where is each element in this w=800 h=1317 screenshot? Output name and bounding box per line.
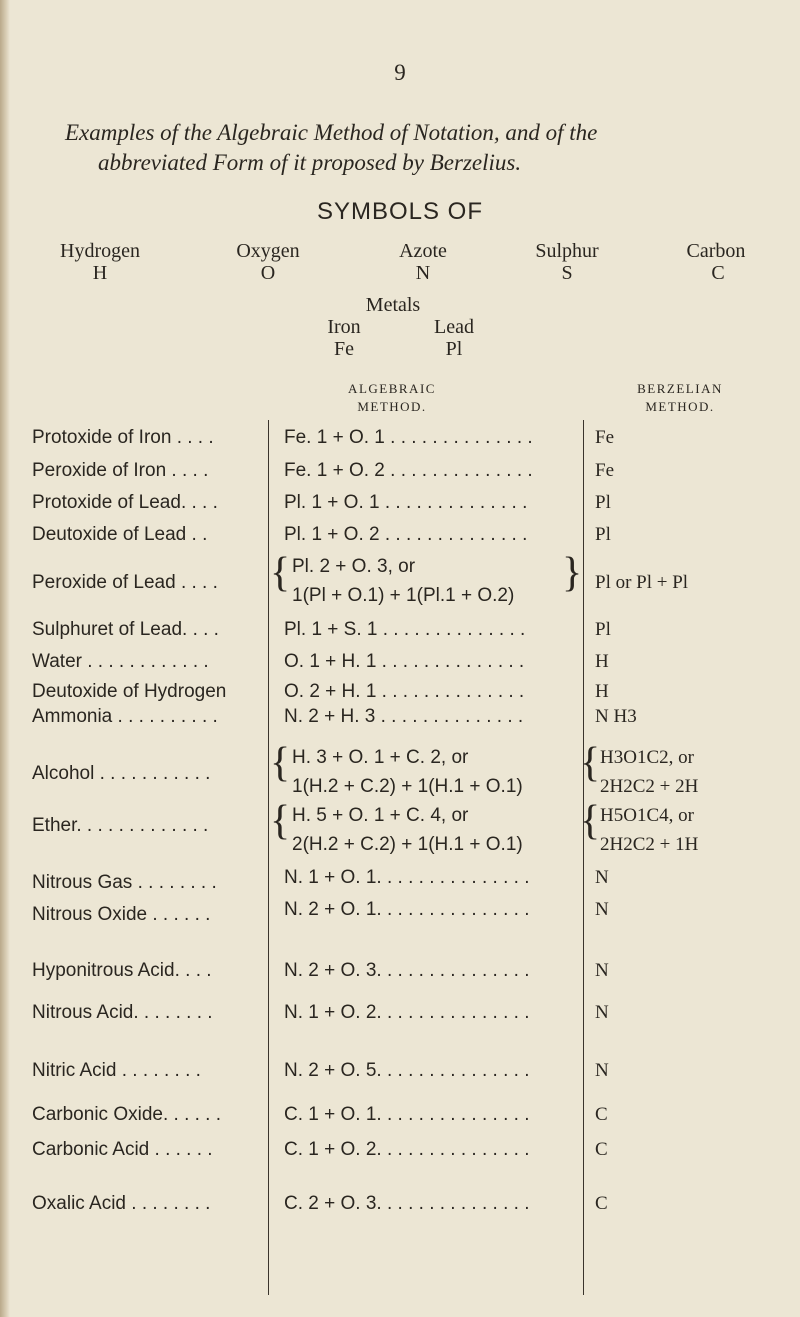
metal-symbol-fe: Fe	[334, 338, 354, 360]
element-symbol-n: N	[415, 262, 431, 284]
algebraic-formula: Pl. 1 + O. 1 . . . . . . . . . . . . . .	[284, 492, 528, 513]
right-brace: }	[562, 550, 583, 596]
compound-name: Deutoxide of Lead . .	[32, 524, 208, 545]
compound-name: Peroxide of Iron . . . .	[32, 460, 209, 481]
algebraic-formula-line1: Pl. 2 + O. 3, or	[292, 556, 416, 577]
berzelian-symbol: N	[595, 867, 609, 888]
element-name-sulphur: Sulphur	[535, 240, 599, 262]
berzelian-symbol: H	[595, 651, 609, 672]
algebraic-heading-line2: METHOD.	[357, 399, 427, 414]
element-name-azote: Azote	[399, 240, 447, 262]
berzelian-symbol: N H3	[595, 706, 637, 727]
berzelian-symbol-line2: 2H2C2 + 1H	[600, 834, 699, 855]
algebraic-formula-line2: 1(Pl + O.1) + 1(Pl.1 + O.2)	[292, 585, 515, 606]
algebraic-formula-line1: H. 3 + O. 1 + C. 2, or	[292, 747, 469, 768]
algebraic-formula: Fe. 1 + O. 1 . . . . . . . . . . . . . .	[284, 427, 533, 448]
berzelian-symbol: Pl	[595, 619, 611, 640]
berzelian-symbol: C	[595, 1193, 608, 1214]
metal-name-lead: Lead	[434, 316, 474, 338]
compound-name: Carbonic Oxide. . . . . .	[32, 1104, 222, 1125]
algebraic-formula-line2: 1(H.2 + C.2) + 1(H.1 + O.1)	[292, 776, 523, 797]
left-brace: {	[580, 798, 601, 844]
algebraic-formula: N. 1 + O. 1. . . . . . . . . . . . . . .	[284, 867, 530, 888]
berzelian-symbol: Pl	[595, 492, 611, 513]
compound-name: Oxalic Acid . . . . . . . .	[32, 1193, 211, 1214]
page-number: 9	[394, 60, 406, 85]
algebraic-formula: N. 2 + O. 1. . . . . . . . . . . . . . .	[284, 899, 530, 920]
berzelian-symbol: H	[595, 681, 609, 702]
algebraic-formula: Pl. 1 + O. 2 . . . . . . . . . . . . . .	[284, 524, 528, 545]
berzelian-symbol: Pl or Pl + Pl	[595, 572, 689, 593]
compound-name: Nitrous Acid. . . . . . . .	[32, 1002, 213, 1023]
element-symbol-s: S	[561, 262, 573, 284]
algebraic-formula: N. 1 + O. 2. . . . . . . . . . . . . . .	[284, 1002, 530, 1023]
algebraic-heading: ALGEBRAIC	[348, 381, 436, 396]
compound-name: Ether. . . . . . . . . . . . .	[32, 815, 209, 836]
algebraic-formula-line2: 2(H.2 + C.2) + 1(H.1 + O.1)	[292, 834, 523, 855]
compound-name: Ammonia . . . . . . . . . .	[32, 706, 218, 727]
algebraic-formula: N. 2 + O. 3. . . . . . . . . . . . . . .	[284, 960, 530, 981]
caption-line-2: abbreviated Form of it proposed by Berzelius.	[98, 150, 522, 175]
compound-name: Alcohol . . . . . . . . . . .	[32, 763, 211, 784]
compound-name: Protoxide of Lead. . . .	[32, 492, 218, 513]
algebraic-formula: C. 2 + O. 3. . . . . . . . . . . . . . .	[284, 1193, 530, 1214]
algebraic-formula: Fe. 1 + O. 2 . . . . . . . . . . . . . .	[284, 460, 533, 481]
compound-name: Protoxide of Iron . . . .	[32, 427, 214, 448]
element-symbol-c: C	[711, 262, 725, 284]
compound-name: Nitrous Gas . . . . . . . .	[32, 872, 217, 893]
berzelian-symbol: N	[595, 1060, 609, 1081]
caption-line-1: Examples of the Algebraic Method of Notation, and of the	[65, 120, 598, 145]
element-name-hydrogen: Hydrogen	[60, 240, 140, 262]
compound-name: Nitrous Oxide . . . . . .	[32, 904, 211, 925]
berzelian-symbol: N	[595, 960, 609, 981]
berzelian-heading-line2: METHOD.	[645, 399, 715, 414]
algebraic-formula: N. 2 + H. 3 . . . . . . . . . . . . . .	[284, 706, 524, 727]
compound-name: Water . . . . . . . . . . . .	[32, 651, 209, 672]
compound-name: Nitric Acid . . . . . . . .	[32, 1060, 201, 1081]
element-name-carbon: Carbon	[686, 240, 746, 262]
algebraic-formula-line1: H. 5 + O. 1 + C. 4, or	[292, 805, 469, 826]
berzelian-symbol: C	[595, 1139, 608, 1160]
algebraic-formula: Pl. 1 + S. 1 . . . . . . . . . . . . . .	[284, 619, 526, 640]
berzelian-symbol: Pl	[595, 524, 611, 545]
element-name-oxygen: Oxygen	[236, 240, 300, 262]
compound-name: Sulphuret of Lead. . . .	[32, 619, 219, 640]
symbols-heading: SYMBOLS OF	[316, 198, 484, 225]
metals-heading: Metals	[365, 294, 421, 316]
berzelian-symbol: Fe	[595, 460, 614, 481]
compound-name: Deutoxide of Hydrogen	[32, 681, 227, 702]
left-brace: {	[270, 798, 291, 844]
column-rule-left	[268, 420, 269, 1295]
element-symbol-o: O	[260, 262, 276, 284]
berzelian-symbol: C	[595, 1104, 608, 1125]
left-brace: {	[270, 550, 291, 596]
berzelian-symbol: N	[595, 899, 609, 920]
berzelian-heading: BERZELIAN	[637, 381, 723, 396]
compound-name: Peroxide of Lead . . . .	[32, 572, 218, 593]
berzelian-symbol: N	[595, 1002, 609, 1023]
algebraic-formula: O. 2 + H. 1 . . . . . . . . . . . . . .	[284, 681, 525, 702]
compound-name: Hyponitrous Acid. . . .	[32, 960, 212, 981]
left-brace: {	[270, 740, 291, 786]
column-rule-right	[583, 420, 584, 1295]
algebraic-formula: C. 1 + O. 1. . . . . . . . . . . . . . .	[284, 1104, 530, 1125]
berzelian-symbol-line2: 2H2C2 + 2H	[600, 776, 699, 797]
left-brace: {	[580, 740, 601, 786]
metal-symbol-pl: Pl	[445, 338, 463, 360]
element-symbol-h: H	[92, 262, 108, 284]
berzelian-symbol-line1: H3O1C2, or	[600, 747, 694, 768]
algebraic-formula: C. 1 + O. 2. . . . . . . . . . . . . . .	[284, 1139, 530, 1160]
algebraic-formula: N. 2 + O. 5. . . . . . . . . . . . . . .	[284, 1060, 530, 1081]
berzelian-symbol-line1: H5O1C4, or	[600, 805, 694, 826]
berzelian-symbol: Fe	[595, 427, 614, 448]
compound-name: Carbonic Acid . . . . . .	[32, 1139, 213, 1160]
metal-name-iron: Iron	[327, 316, 361, 338]
algebraic-formula: O. 1 + H. 1 . . . . . . . . . . . . . .	[284, 651, 525, 672]
